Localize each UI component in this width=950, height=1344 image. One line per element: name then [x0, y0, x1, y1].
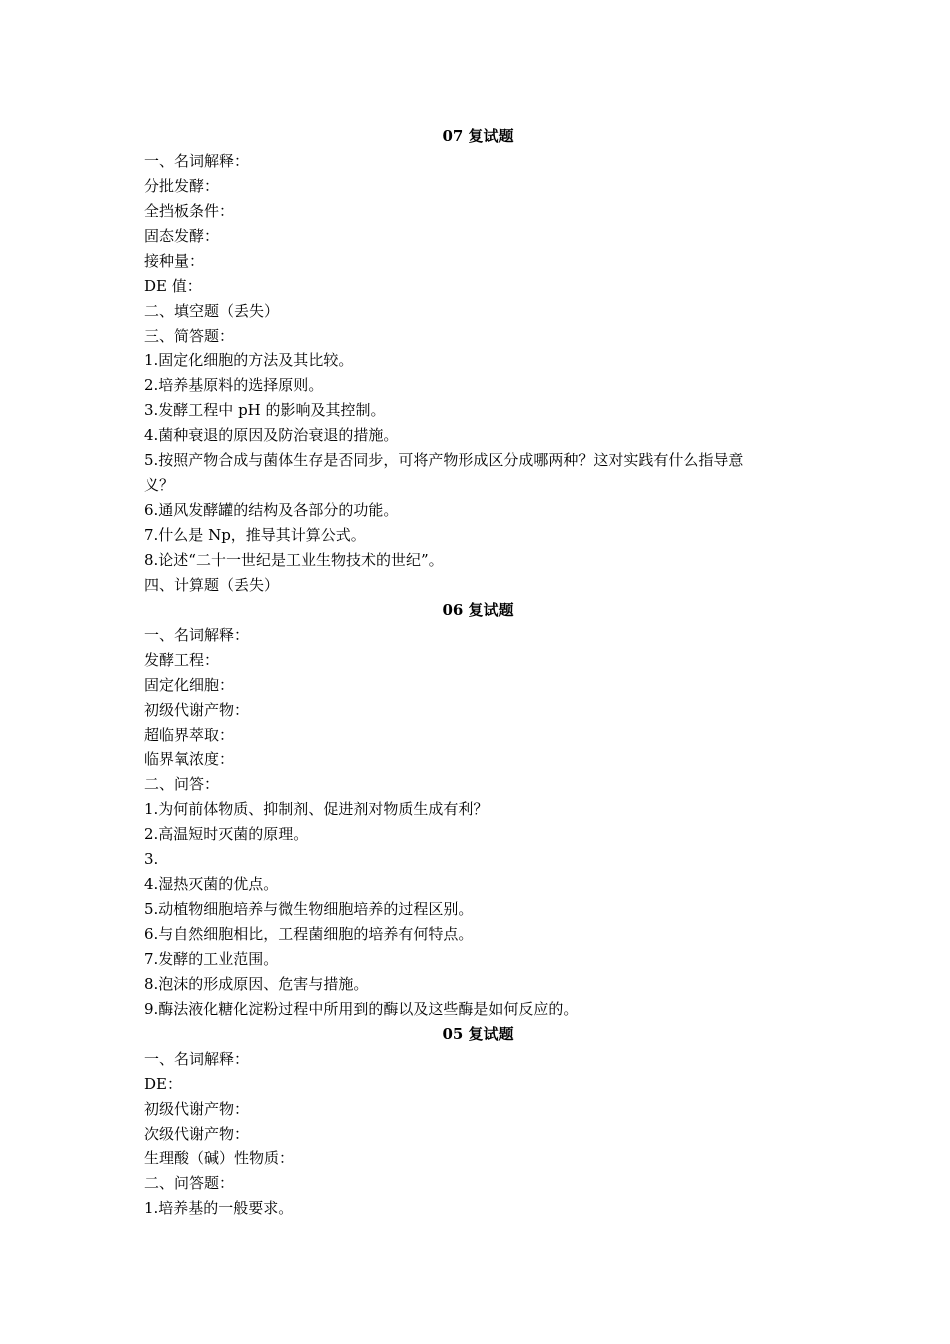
- text-line: 6.与自然细胞相比，工程菌细胞的培养有何特点。: [144, 925, 474, 943]
- text-line: 1.为何前体物质、抑制剂、促进剂对物质生成有利？: [144, 800, 489, 819]
- text-line: 3.: [144, 850, 159, 869]
- text-line: 7.发酵的工业范围。: [144, 949, 279, 968]
- text-line: 二、填空题（丢失）: [144, 301, 280, 320]
- text-line: 2.培养基原料的选择原则。: [144, 376, 324, 395]
- section-title: 07 复试题: [442, 127, 514, 145]
- text-line: 临界氧浓度：: [144, 750, 235, 769]
- text-line: 二、问答：: [144, 775, 220, 794]
- text-line: 初级代谢产物：: [144, 1099, 250, 1118]
- text-line: 一、名词解释：: [144, 1049, 250, 1068]
- text-line: 6.通风发酵罐的结构及各部分的功能。: [144, 501, 399, 520]
- text-line: 发酵工程：: [144, 650, 220, 669]
- text-line: 固定化细胞：: [144, 675, 235, 694]
- text-line: 5.按照产物合成与菌体生存是否同步，可将产物形成区分成哪两种？这对实践有什么指导意: [144, 451, 744, 470]
- text-line: 8.泡沫的形成原因、危害与措施。: [144, 974, 369, 993]
- text-line: 四、计算题（丢失）: [144, 575, 280, 594]
- text-line: 生理酸（碱）性物质：: [144, 1149, 295, 1168]
- text-line: 固态发酵：: [144, 226, 220, 245]
- text-line: 7.什么是 Np，推导其计算公式。: [144, 526, 366, 544]
- text-line: 分批发酵：: [144, 176, 220, 195]
- text-line: 2.高温短时灭菌的原理。: [144, 825, 309, 844]
- section-title: 05 复试题: [442, 1024, 514, 1043]
- text-line: 9.酶法液化糖化淀粉过程中所用到的酶以及这些酶是如何反应的。: [144, 999, 579, 1018]
- text-line: 初级代谢产物：: [144, 700, 250, 719]
- document-page: [144, 124, 812, 1221]
- text-line: 超临界萃取：: [144, 725, 235, 744]
- text-line: 5.动植物细胞培养与微生物细胞培养的过程区别。: [144, 900, 474, 919]
- text-line: 接种量：: [144, 251, 205, 270]
- text-line: 全挡板条件：: [144, 201, 235, 220]
- text-line: DE 值：: [144, 276, 202, 295]
- text-line: DE：: [144, 1074, 182, 1093]
- text-line: 二、问答题：: [144, 1174, 235, 1193]
- text-line: 一、名词解释：: [144, 151, 250, 170]
- text-line: 次级代谢产物：: [144, 1124, 250, 1143]
- text-line: 4.菌种衰退的原因及防治衰退的措施。: [144, 426, 399, 445]
- text-line: 8.论述“二十一世纪是工业生物技术的世纪”。: [144, 550, 444, 569]
- text-line: 一、名词解释：: [144, 625, 250, 644]
- text-line: 1.培养基的一般要求。: [144, 1199, 294, 1218]
- text-line: 4.湿热灭菌的优点。: [144, 875, 279, 894]
- text-line: 3.发酵工程中 pH 的影响及其控制。: [144, 401, 386, 420]
- text-line: 1.固定化细胞的方法及其比较。: [144, 351, 354, 370]
- text-line: 三、简答题：: [144, 326, 235, 345]
- text-line: 义？: [144, 476, 175, 495]
- section-title: 06 复试题: [442, 600, 514, 619]
